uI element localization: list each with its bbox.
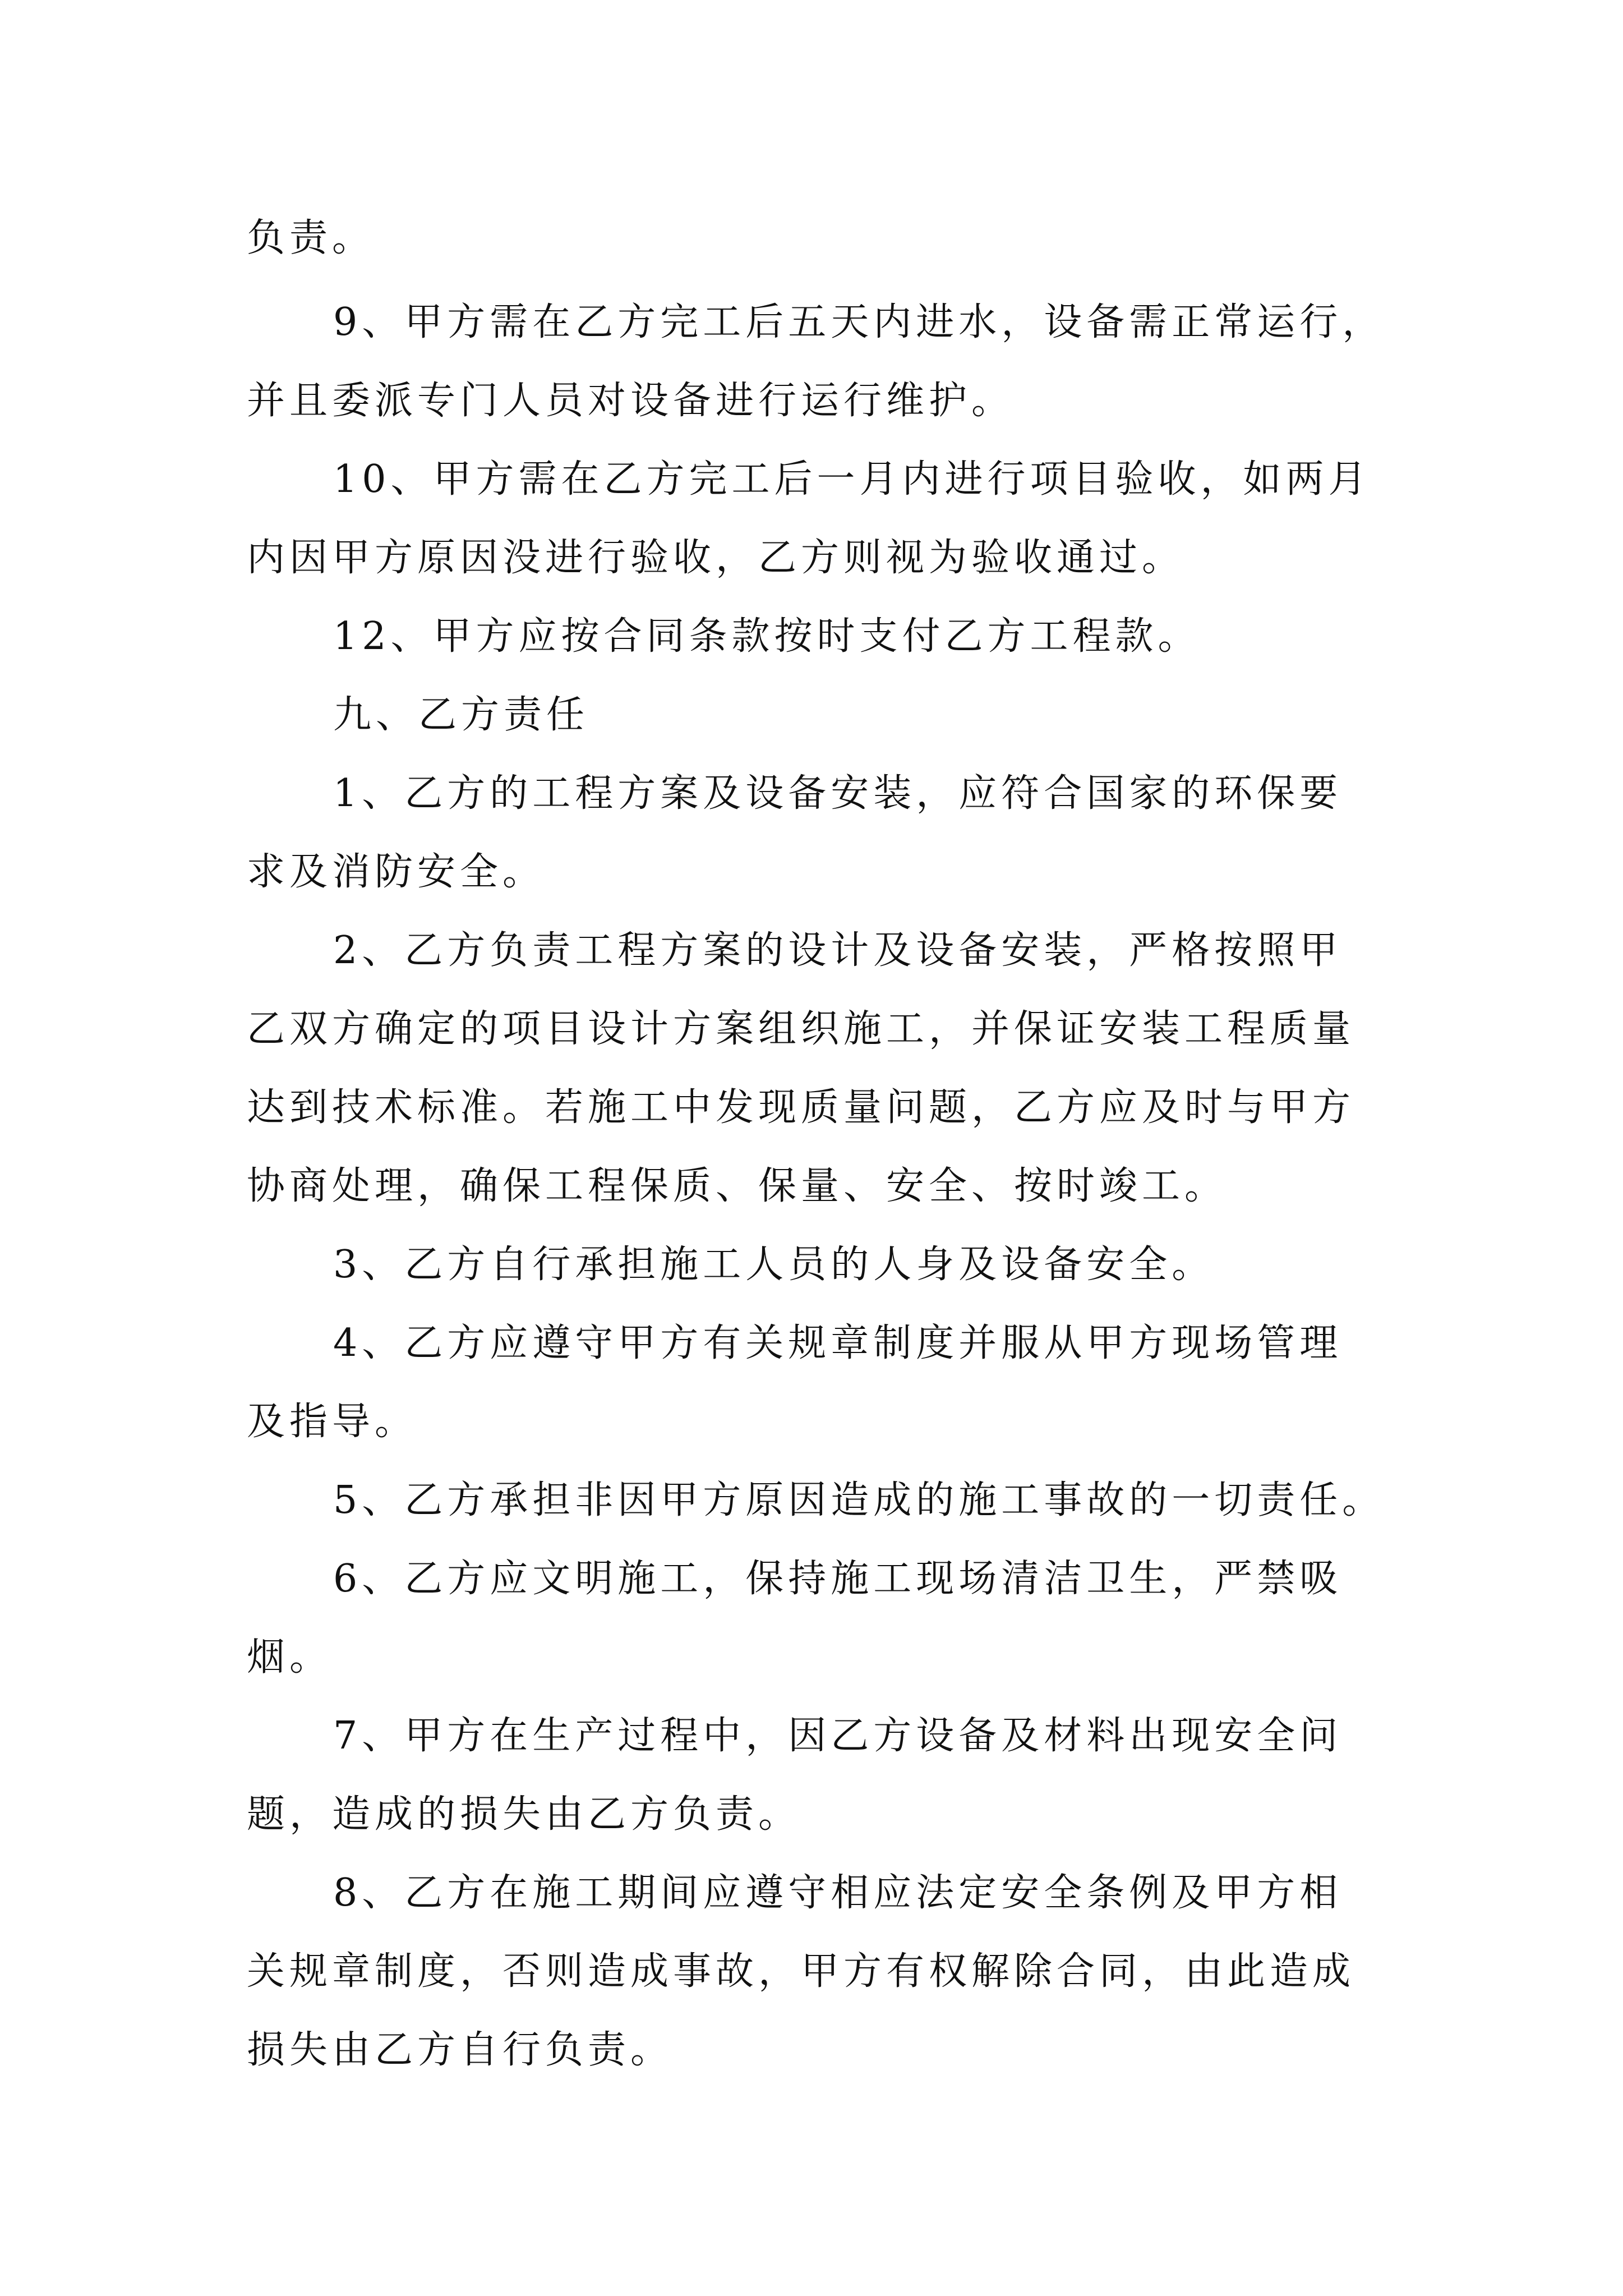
text-line: 4、乙方应遵守甲方有关规章制度并服从甲方现场管理	[333, 1321, 1343, 1365]
text-line: 8、乙方在施工期间应遵守相应法定安全条例及甲方相	[333, 1871, 1343, 1915]
text-line: 并且委派专门人员对设备进行运行维护。	[247, 379, 1015, 423]
text-line: 求及消防安全。	[247, 850, 546, 894]
text-line: 2、乙方负责工程方案的设计及设备安装，严格按照甲	[333, 928, 1343, 973]
text-line: 协商处理，确保工程保质、保量、安全、按时竣工。	[247, 1164, 1228, 1208]
text-line: 题，造成的损失由乙方负责。	[247, 1792, 801, 1837]
text-line: 负责。	[247, 216, 375, 260]
text-line: 10、甲方需在乙方完工后一月内进行项目验收，如两月	[333, 457, 1371, 501]
text-line: 关规章制度，否则造成事故，甲方有权解除合同，由此造成	[247, 1949, 1355, 1994]
text-line: 6、乙方应文明施工，保持施工现场清洁卫生，严禁吸	[333, 1557, 1343, 1601]
text-line: 烟。	[247, 1635, 333, 1680]
text-line: 9、甲方需在乙方完工后五天内进水，设备需正常运行，	[333, 300, 1385, 344]
text-line: 及指导。	[247, 1400, 418, 1444]
text-line: 达到技术标准。若施工中发现质量问题，乙方应及时与甲方	[247, 1085, 1355, 1130]
text-line: 内因甲方原因没进行验收，乙方则视为验收通过。	[247, 536, 1185, 580]
text-line: 1、乙方的工程方案及设备安装，应符合国家的环保要	[333, 771, 1343, 816]
section-heading: 九、乙方责任	[333, 693, 589, 737]
text-line: 12、甲方应按合同条款按时支付乙方工程款。	[333, 614, 1201, 659]
text-line: 3、乙方自行承担施工人员的人身及设备安全。	[333, 1243, 1215, 1287]
text-line: 损失由乙方自行负责。	[247, 2028, 674, 2072]
text-line: 乙双方确定的项目设计方案组织施工，并保证安装工程质量	[247, 1007, 1355, 1051]
text-line: 5、乙方承担非因甲方原因造成的施工事故的一切责任。	[333, 1478, 1385, 1522]
text-line: 7、甲方在生产过程中，因乙方设备及材料出现安全问	[333, 1714, 1343, 1758]
